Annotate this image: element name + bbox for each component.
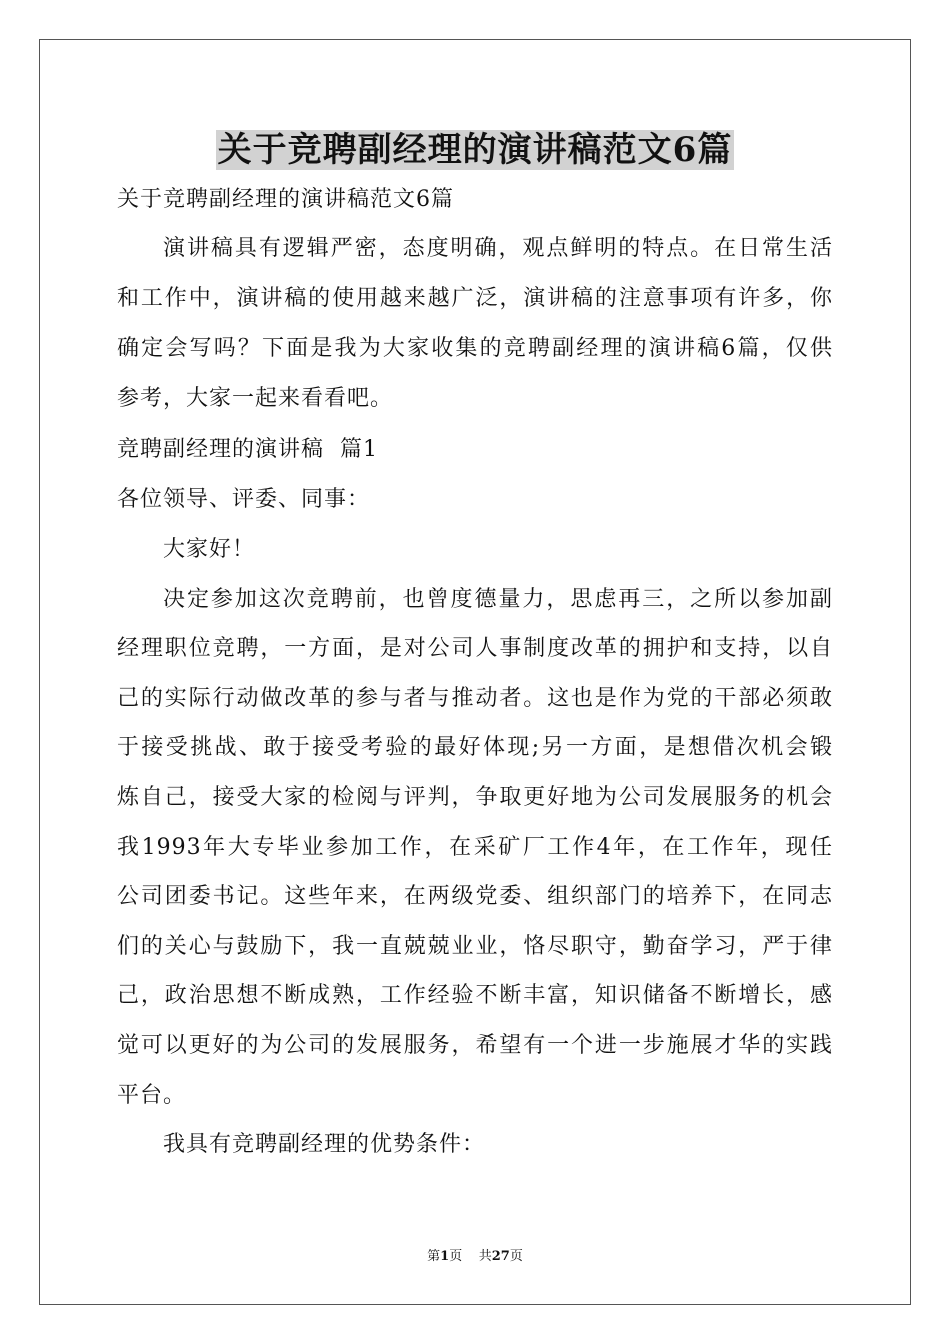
page-suffix: 页: [449, 1249, 463, 1264]
intro-line: 参考，大家一起来看看吧。: [117, 386, 394, 411]
document-title-text: 关于竞聘副经理的演讲稿范文6篇: [217, 130, 733, 170]
greeting: 大家好！: [163, 537, 256, 562]
body-line: 我1993年大专毕业参加工作，在采矿厂工作4年，在工作年，现任: [117, 835, 833, 860]
intro-line: 和工作中，演讲稿的使用越来越广泛，演讲稿的注意事项有许多，你: [117, 286, 833, 311]
body-line: 平台。: [117, 1083, 187, 1108]
page-border: [39, 39, 911, 1305]
body-line: 炼自己，接受大家的检阅与评判，争取更好地为公司发展服务的机会: [117, 785, 833, 810]
intro-line: 确定会写吗？下面是我为大家收集的竞聘副经理的演讲稿6篇，仅供: [117, 336, 833, 361]
body-line: 经理职位竞聘，一方面，是对公司人事制度改革的拥护和支持，以自: [117, 636, 833, 661]
intro-line: 演讲稿具有逻辑严密，态度明确，观点鲜明的特点。在日常生活: [163, 236, 833, 261]
document-subtitle: 关于竞聘副经理的演讲稿范文6篇: [117, 187, 454, 212]
body-line: 己的实际行动做改革的参与者与推动者。这也是作为党的干部必须敢: [117, 686, 833, 711]
body-line: 己，政治思想不断成熟，工作经验不断丰富，知识储备不断增长，感: [117, 983, 833, 1008]
salutation: 各位领导、评委、同事：: [117, 487, 371, 512]
total-suffix: 页: [509, 1249, 523, 1264]
closing-line: 我具有竞聘副经理的优势条件：: [163, 1132, 486, 1157]
total-prefix: 共: [478, 1249, 492, 1264]
body-line: 觉可以更好的为公司的发展服务，希望有一个进一步施展才华的实践: [117, 1033, 833, 1058]
document-title: [0, 128, 950, 172]
body-line: 公司团委书记。这些年来，在两级党委、组织部门的培养下，在同志: [117, 884, 833, 909]
page-prefix: 第: [427, 1249, 441, 1264]
page-number: 1: [440, 1249, 450, 1264]
page-footer: [0, 1248, 950, 1266]
body-line: 决定参加这次竞聘前，也曾度德量力，思虑再三，之所以参加副: [163, 587, 833, 612]
section-heading: 竞聘副经理的演讲稿 篇1: [117, 437, 378, 462]
body-line: 于接受挑战、敢于接受考验的最好体现;另一方面，是想借次机会锻: [117, 735, 833, 760]
total-pages: 27: [491, 1249, 510, 1264]
body-line: 们的关心与鼓励下，我一直兢兢业业，恪尽职守，勤奋学习，严于律: [117, 934, 833, 959]
